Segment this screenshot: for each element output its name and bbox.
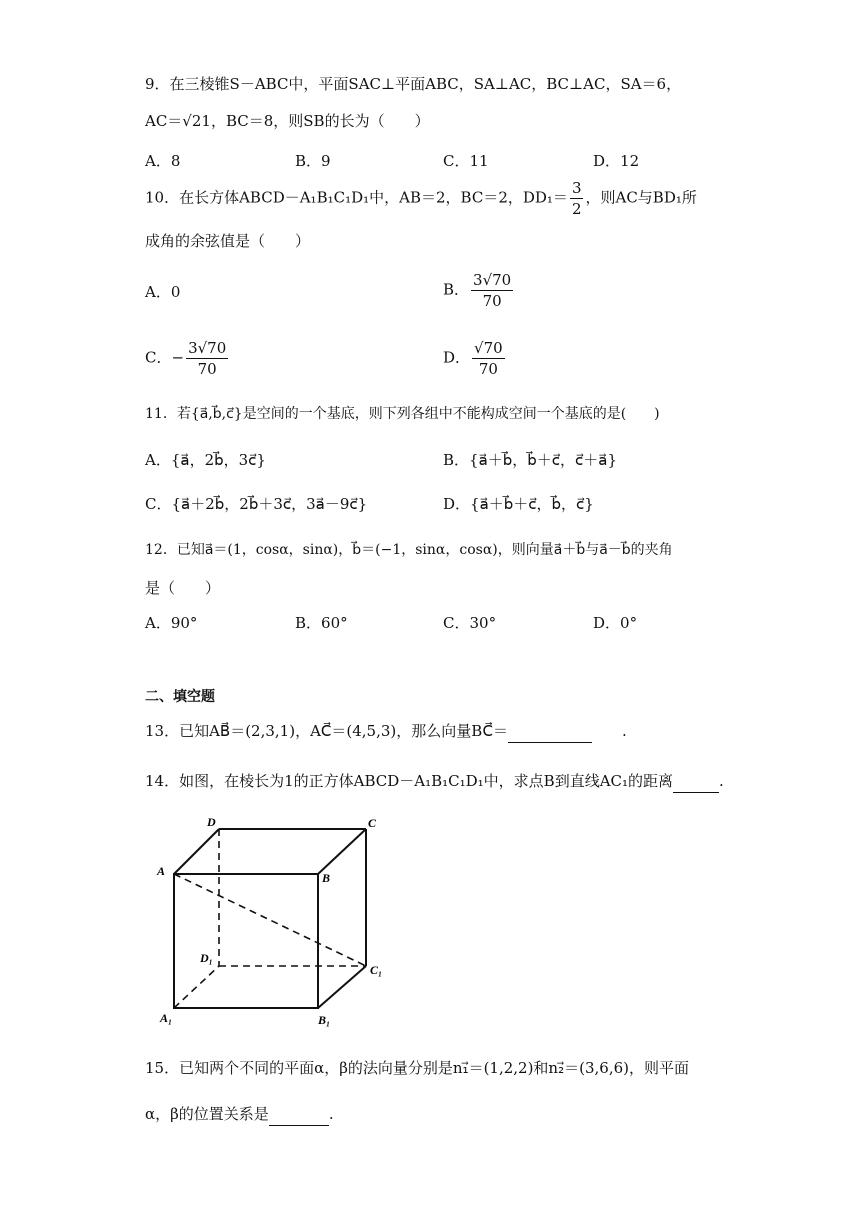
q15-tail: . [328,1105,334,1123]
q10-option-b-num: 3√70 [473,271,512,289]
label-a: A [157,864,166,878]
q9-line1: 9．在三棱锥S－ABC中，平面SAC⊥平面ABC，SA⊥AC，BC⊥AC，SA＝6， [145,75,682,93]
q10-option-b-den: 70 [482,292,502,310]
q15-line2 [145,1103,334,1126]
q10-line1 [145,178,697,219]
q14-text: 14．如图，在棱长为1的正方体ABCD－A₁B₁C₁D₁中，求点B到直线AC₁的距离 [145,772,674,790]
q10-option-c-sign: − [171,348,185,367]
q14-answer-blank [673,770,719,793]
edge-ad [174,829,219,874]
q10-fraction-den: 2 [571,200,582,218]
q15-answer-blank [269,1103,329,1126]
q10-option-d-den: 70 [478,360,498,378]
q13-tail: . [622,722,627,740]
q9-option-a: A．8 [145,152,181,170]
q12-option-d: D．0° [593,614,638,632]
q14-tail: . [719,772,724,790]
q12-line1: 12．已知a⃗＝(1，cosα，sinα)，b⃗＝(−1，sinα，cosα)，则向量a⃗＋b⃗与a⃗－b⃗的夹角 [145,542,673,558]
q10-option-b-label: B． [443,280,470,299]
q12-option-c: C．30° [443,614,497,632]
q10-option-b [443,270,515,311]
q12-line2: 是（ ） [145,579,221,597]
q10-option-c-num: 3√70 [188,339,227,357]
q10-option-a: A．0 [145,283,181,301]
q9-option-b: B．9 [295,152,331,170]
q10-line2: 成角的余弦值是（ ） [145,232,311,250]
q10-option-d [443,338,507,379]
q10-fraction-num: 3 [571,179,582,197]
q13-answer-blank [508,720,592,743]
q10-line1-part-b: ，则AC与BD₁所 [585,188,697,207]
q11-option-c: C．{a⃗＋2b⃗，2b⃗＋3c⃗，3a⃗－9c⃗} [145,495,368,513]
label-a1: A₁ [160,1011,173,1025]
q11-line1: 11．若{a⃗,b⃗,c⃗}是空间的一个基底，则下列各组中不能构成空间一个基底的是( ) [145,406,660,422]
label-c1: C₁ [370,963,383,977]
q13-line [145,720,627,743]
edge-a1d1-hidden [174,966,219,1008]
q15-text: α，β的位置关系是 [145,1105,269,1123]
cube-figure [150,808,400,1030]
label-b1: B₁ [318,1013,331,1027]
q9-line2: AC＝√21，BC＝8，则SB的长为（ ） [145,112,430,130]
label-c: C [368,816,377,830]
label-d1: D₁ [200,951,213,965]
q12-option-a: A．90° [145,614,198,632]
q10-option-c [145,338,230,379]
q10-option-c-label: C． [145,348,172,367]
q13-text: 13．已知AB⃗＝(2,3,1)，AC⃗＝(4,5,3)，那么向量BC⃗＝ [145,722,509,740]
q10-option-c-den: 70 [197,360,217,378]
q9-option-c: C．11 [443,152,489,170]
label-b: B [322,871,331,885]
q10-option-d-label: D． [443,348,471,367]
section-title: 二、填空题 [145,689,215,705]
q10-fraction [570,178,584,219]
q11-option-d: D．{a⃗＋b⃗＋c⃗，b⃗，c⃗} [443,495,594,513]
q10-line1-part-a: 10．在长方体ABCD－A₁B₁C₁D₁中，AB＝2，BC＝2，DD₁＝ [145,188,568,207]
label-d: D [207,815,216,829]
q9-option-d: D．12 [593,152,640,170]
edge-bc [318,829,366,874]
q14-line [145,770,724,793]
edge-b1c1 [318,966,366,1008]
q10-option-d-num: √70 [474,339,503,357]
q15-line1: 15．已知两个不同的平面α，β的法向量分别是n₁⃗＝(1,2,2)和n₂⃗＝(3,6,6)，则平面 [145,1059,689,1077]
q11-option-a: A．{a⃗，2b⃗，3c⃗} [145,451,266,469]
q11-option-b: B．{a⃗＋b⃗，b⃗＋c⃗，c⃗＋a⃗} [443,451,618,469]
q12-option-b: B．60° [295,614,348,632]
